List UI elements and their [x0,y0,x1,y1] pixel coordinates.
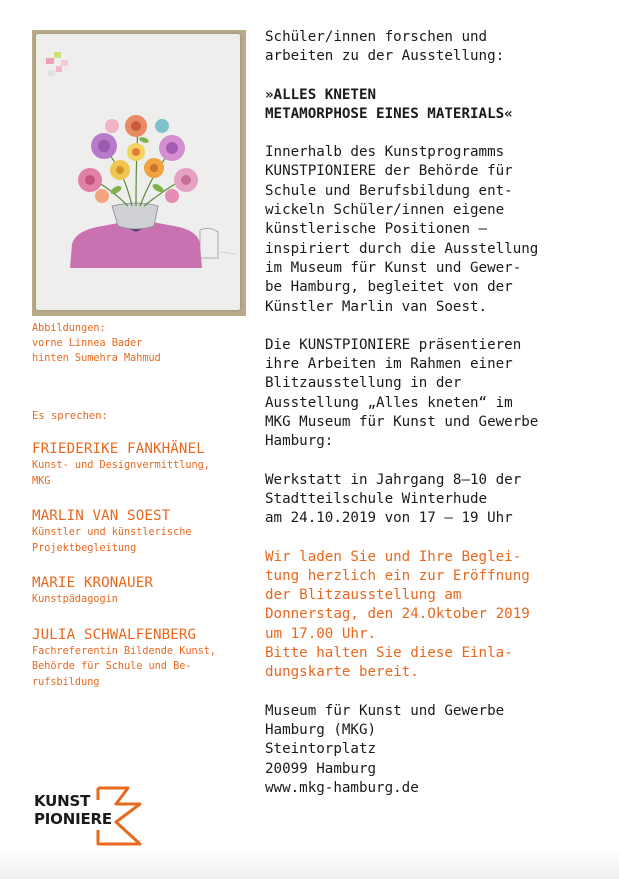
address [265,702,605,798]
paragraph-presentation [265,336,605,452]
text-line: tung herzlich ein zur Eröffnung [265,567,530,584]
text-line: Stadtteilschule Winterhude [265,490,488,507]
speaker-entry [32,575,254,608]
speaker-name: JULIA SCHWALFENBERG [32,626,197,643]
text-line: ihre Arbeiten im Rahmen einer [265,356,513,373]
text-line: 20099 Hamburg [265,760,377,777]
text-line: der Blitzausstellung am [265,587,462,604]
main-text [265,28,605,798]
text-line: dungskarte bereit. [265,664,419,681]
page-bottom-shadow [0,849,619,879]
speaker-entry [32,508,254,556]
title-line: »ALLES KNETEN [265,86,377,103]
speaker-name: MARLIN VAN SOEST [32,508,171,524]
role-line: Künstler und künstlerische [32,527,192,538]
role-line: Fachreferentin Bildende Kunst, [32,645,217,657]
text-line: Schule und Berufsbildung ent- [265,182,513,199]
speaker-role [32,525,254,556]
speaker-name: MARIE KRONAUER [32,575,153,591]
speaker-role [32,644,254,691]
text-line: Museum für Kunst und Gewerbe [265,702,505,719]
speaker-role [32,592,254,608]
caption-line: Abbildungen: [32,323,106,334]
text-line: inspiriert durch die Ausstellung [265,240,539,257]
intro [265,28,605,67]
caption-line: hinten Sumehra Mahmud [32,353,161,364]
text-line: Hamburg: [265,433,334,450]
logo-line: PIONIERE [34,810,112,828]
speakers-label: Es sprechen: [32,410,108,422]
logo-line: KUNST [34,792,91,810]
text-line: Bitte halten Sie diese Einla- [265,645,513,662]
speaker-role [32,458,254,489]
invitation-text [265,548,605,683]
text-line: arbeiten zu der Ausstellung: [265,48,505,65]
text-line: Steintorplatz [265,741,377,758]
text-line: be Hamburg, begleitet von der [265,279,513,296]
drawing-of-flowers-in-vase-icon [32,30,246,316]
role-line: Projektbegleitung [32,542,137,554]
artwork-photo [32,30,246,316]
text-line: Innerhalb des Kunstprogramms [265,144,505,161]
text-line: Ausstellung „Alles kneten“ im [265,394,513,411]
text-line: MKG Museum für Kunst und Gewerbe [265,414,539,431]
text-line: Schüler/innen forschen und [265,29,488,45]
paragraph-program [265,143,605,317]
text-line: wickeln Schüler/innen eigene [265,202,505,219]
text-line: Hamburg (MKG) [265,721,377,738]
role-line: Behörde für Schule und Be- [32,661,192,672]
text-line: Künstler Marlin van Soest. [265,298,488,315]
text-line: Werkstatt in Jahrgang 8–10 der [265,471,522,488]
role-line: Kunst- und Designvermittlung, [32,460,210,471]
paragraph-workshop [265,471,605,529]
speaker-name: FRIEDERIKE FANKHÄNEL [32,441,205,457]
image-caption [32,321,254,366]
title-line: METAMORPHOSE EINES MATERIALS« [265,105,513,122]
role-line: MKG [32,475,51,487]
caption-line: vorne Linnea Bader [32,338,143,349]
exhibition-title [265,86,605,125]
text-line: Blitzausstellung in der [265,375,462,392]
text-line: im Museum für Kunst und Gewer- [265,259,522,276]
text-line: Donnerstag, den 24.Oktober 2019 [265,606,530,623]
speaker-entry [32,627,254,691]
text-line: am 24.10.2019 von 17 – 19 Uhr [265,510,513,527]
text-line: künstlerische Positionen – [265,221,488,238]
speaker-entry [32,441,254,489]
left-column [32,30,254,690]
kunstpioniere-logo [32,786,142,848]
text-line: KUNSTPIONIERE der Behörde für [265,163,513,180]
role-line: Kunstpädagogin [32,594,118,605]
text-line: um 17.00 Uhr. [265,625,377,642]
text-line: Die KUNSTPIONIERE präsentieren [265,336,522,353]
website-link[interactable]: www.mkg-hamburg.de [265,779,419,796]
role-line: rufsbildung [32,676,100,688]
text-line: Wir laden Sie und Ihre Beglei- [265,548,522,565]
